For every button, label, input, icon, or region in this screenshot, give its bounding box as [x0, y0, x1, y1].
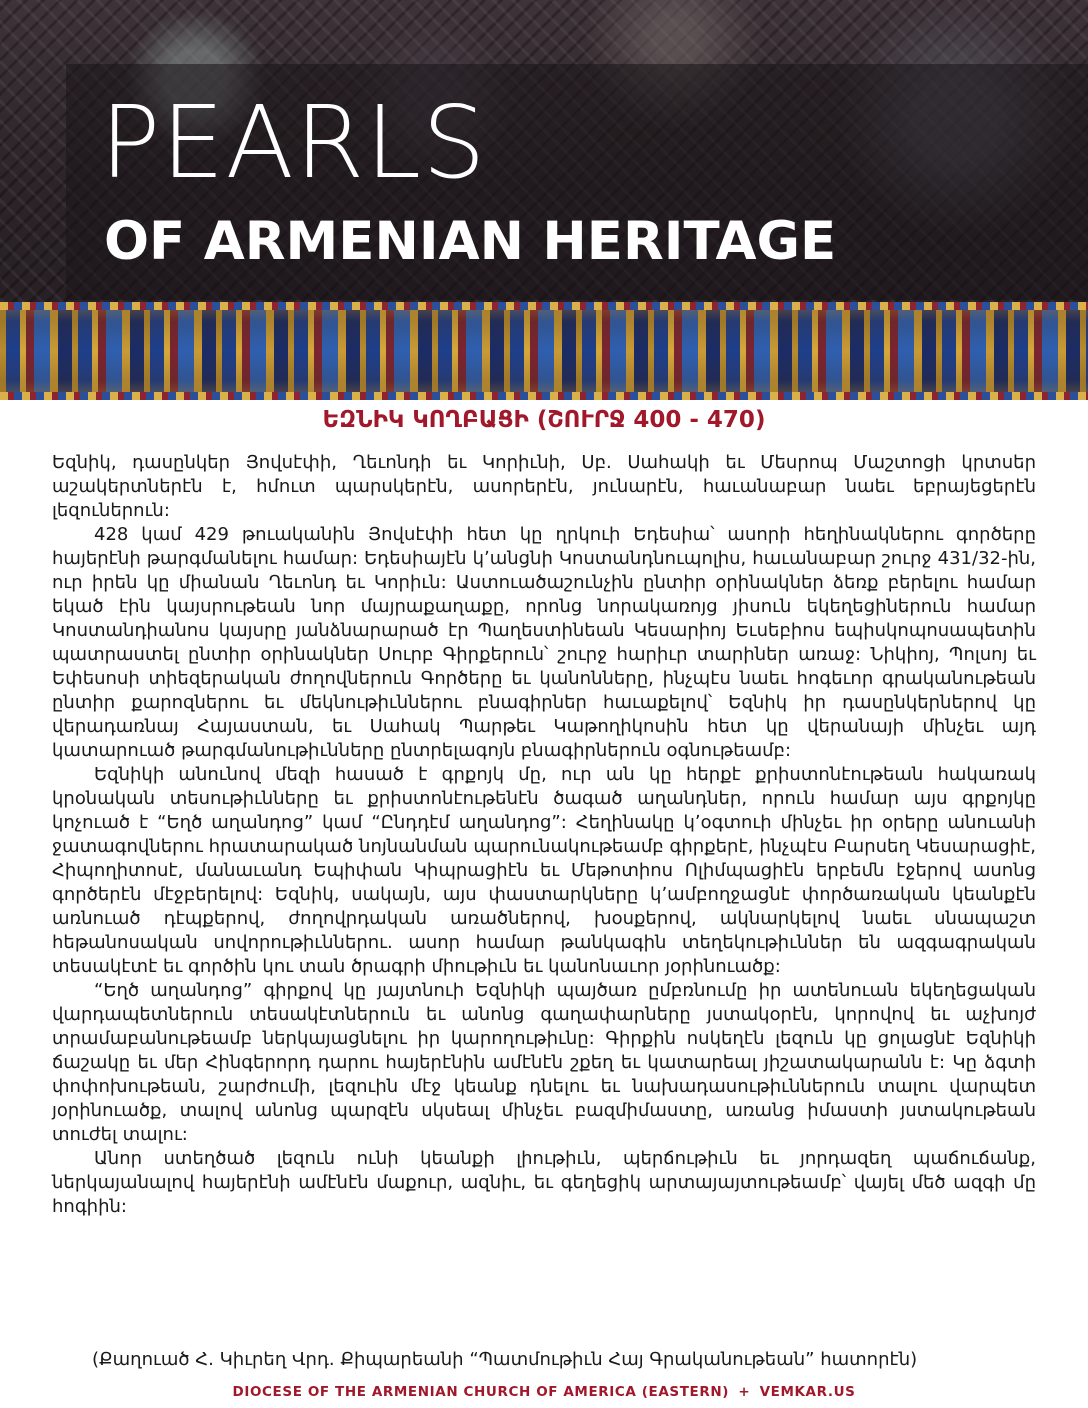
footer-organization: DIOCESE OF THE ARMENIAN CHURCH OF AMERICA (EASTERN) — [232, 1384, 730, 1400]
footer — [0, 1382, 1088, 1402]
page-title: PEARLS — [100, 84, 487, 201]
paragraph: “Եղծ աղանդոց” գիրքով կը յայտնուի Եզնիկի պայծառ ըմբռնումը իր ատենուան եկեղեցական վարդապետներուն տեսակէտներուն եւ անոնց գաղափարները յստակօրէն, կորովով եւ աչխոյժ տրամաբանութեամբ ներկայացնելու իր կարողութիւնը: Գիրքին ոսկեղէն լեզուն կը ցոլացնէ Եզնիկի ճաշակը եւ մեր Հինգերորդ դարու հայերէնին ամէնէն շքեղ եւ կատարեալ յիշատակարանն է: Կը ձգտի փոփոխութեան, շարժումի, լեզուին մէջ կեանք դնելու եւ նախադասութիւններուն տալու վարպետ յօրինուածք, տալով անոնց պարզէն սկսեալ մինչեւ բազմիմաստը, առանց իմաստի յստակութեան տուժել տալու: — [52, 980, 1036, 1145]
citation: (Քաղուած Հ. Կիւրեղ Վրդ. Քիպարեանի “Պատմութիւն Հայ Գրականութեան” հատորէն) — [92, 1349, 918, 1370]
article-title: ԵԶՆԻԿ ԿՈՂԲԱՑԻ (ՇՈՒՐՋ 400 - 470) — [322, 407, 766, 433]
ornamental-border — [0, 302, 1088, 400]
header-banner — [0, 0, 1088, 400]
paragraph: Եզնիկի անունով մեզի հասած է գրքոյկ մը, ուր ան կը հերքէ քրիստոնէութեան հակառակ կրօնական տեսութիւնները եւ քրիստոնէութենէն ծագած աղանդներ, որուն համար այս գրքոյկը կոչուած է “Եղծ աղանդոց” կամ “Ընդդէմ աղանդոց”: Հեղինակը կ՚օգտուի մինչեւ իր օրերը անուանի ջատագովներու հրատարակած նոյնանման պարունակութեամբ գիրքերէ, ինչպէս Բարսեղ Կեսարացիէ, Հիպողիտոսէ, մանաւանդ Եպիփան Կիպրացիէն եւ Մեթոտիոս Ոլիմպացիէն երբեմն էջերով ասոնց գործերէն մէջբերելով: Եզնիկ, սակայն, այս փաստարկները կ՚ամբողջացնէ փործառական կեանքէն առնուած դէպքերով, ժողովրդական առածներով, խօսքերով, ակնարկելով նաեւ սնապաշտ հեթանոսական սովորութիւններու. ասոր համար թանկագին տեղեկութիւններ են ազգագրական տեսակէտէ եւ գործին կու տան ծրագրի միութիւն եւ կանոնաւոր յօրինուածք: — [52, 764, 1036, 977]
paragraph: Անոր ստեղծած լեզուն ունի կեանքի լիութիւն, պերճութիւն եւ յորդազեղ պաճուճանք, ներկայանալով հայերէնի ամէնէն մաքուր, ազնիւ, եւ գեղեցիկ արտայայտութեամբ՝ վայել մեծ ազգի մը հոգիին: — [52, 1148, 1036, 1217]
paragraph: 428 կամ 429 թուականին Յովսէփի հետ կը ղրկուի Եդեսիա՝ ասորի հեղինակներու գործերը հայերէնի թարգմանելու համար: Եդեսիայէն կ՚անցնի Կոստանդնուպոլիս, հաւանաբար շուրջ 431/32-ին, ուր իրեն կը միանան Ղեւոնդ եւ Կորիւն: Աստուածաշունչին ընտիր օրինակներ ձեռք բերելու համար եկած էին կայսրութեան նոր մայրաքաղաքը, որոնց նորակառոյց յիսուն եկեղեցիներուն համար Կոստանդիանոս կայսրը յանձնարարած էր Պաղեստինեան Կեսարիոյ Եւսեբիոս եպիսկոպոսապետին պատրաստել ընտիր օրինակներ Սուրբ Գիրքերուն՝ շուրջ հարիւր տարիներ առաջ: Նիկիոյ, Պոլսոյ եւ Եփեսոսի տիեզերական ժողովներուն Գործերը եւ կանոնները, ինչպէս նաեւ հոգեւոր գրականութեան ընտիր քարոզներու եւ մեկնութիւններու բնագիրներ հաւաքելով՝ Եզնիկ իր դասընկերներով կը վերադառնայ Հայաստան, եւ Սահակ Պարթեւ Կաթողիկոսին հետ կը վերանայի մինչեւ այդ կատարուած թարգմանութիւնները ընտրելագոյն բնագիրներուն օգնութեամբ: — [52, 524, 1036, 761]
article-body — [52, 451, 1036, 1219]
paragraph: Եզնիկ, դասընկեր Յովսէփի, Ղեւոնդի եւ Կորիւնի, Սբ. Սահակի եւ Մեսրոպ Մաշտոցի կրտսեր աշակերտներէն է, հմուտ պարսկերէն, ասորերէն, յունարէն, հաւանաբար նաեւ եբրայեցերէն լեզուներուն: — [52, 452, 1036, 521]
ornament-band-top — [0, 302, 1088, 310]
ornament-band-bottom — [0, 392, 1088, 400]
page-subtitle: OF ARMENIAN HERITAGE — [104, 211, 837, 272]
footer-website: VEMKAR.US — [759, 1384, 856, 1400]
footer-separator: + — [738, 1384, 751, 1400]
